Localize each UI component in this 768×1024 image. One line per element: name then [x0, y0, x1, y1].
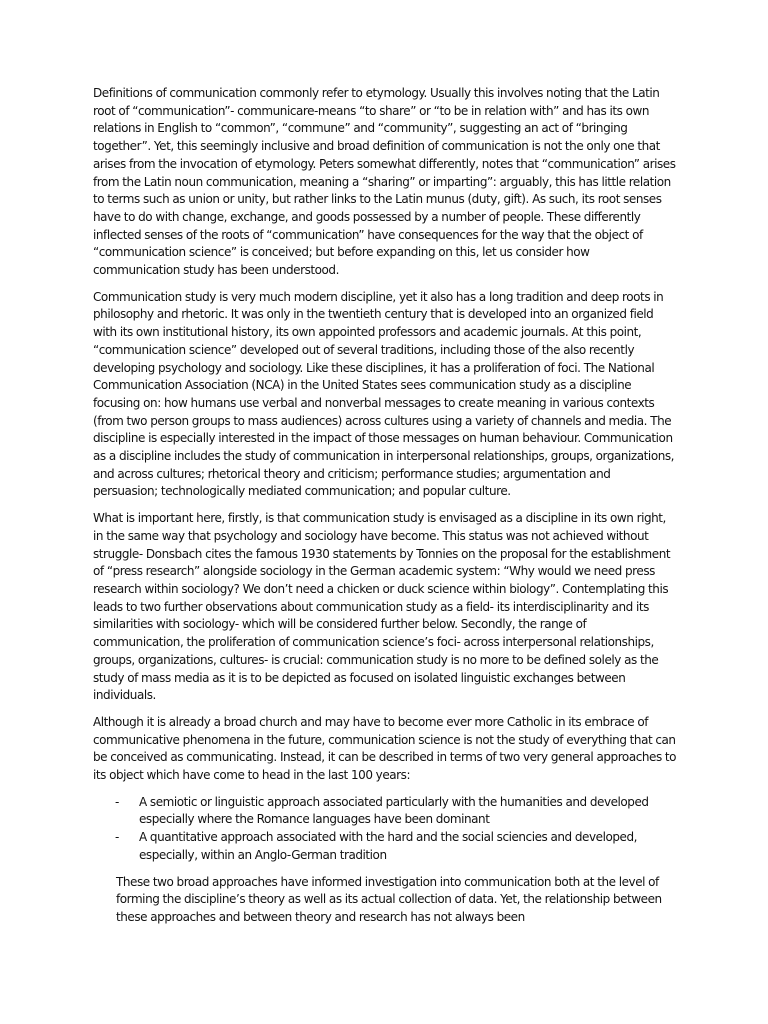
list-item: [93, 794, 678, 829]
bullet-dash: -: [115, 830, 119, 845]
paragraph-closing: These two broad approaches have informed investigation into communication both at the level of forming the discipline’s theory as well as its actual collection of data. Yet, the relationship between these approaches and between theory and research has not always been: [116, 874, 662, 924]
bullet-dash: -: [115, 794, 119, 809]
approaches-list: [93, 794, 678, 865]
document-page: [93, 85, 678, 936]
paragraph-communication-study: Communication study is very much modern discipline, yet it also has a long tradition and deep roots in philosophy and rhetoric. It was only in the twentieth century that is developed into an organized field with its own institutional history, its own appointed professors and academic journals. At this point, “communication science” developed out of several traditions, including those of the also recently developing psychology and sociology. Like these disciplines, it has a proliferation of foci. The National Communication Association (NCA) in the United States sees communication study as a discipline focusing on: how humans use verbal and nonverbal messages to create meaning in various contexts (from two person groups to mass audiences) across cultures using a variety of channels and media. The discipline is especially interested in the impact of those messages on human behaviour. Communication as a discipline includes the study of communication in interpersonal relationships, groups, organizations, and across cultures; rhetorical theory and criticism; performance studies; argumentation and persuasion; technologically mediated communication; and popular culture.: [93, 289, 675, 499]
list-item: [93, 829, 678, 864]
paragraph-discipline-status: What is important here, firstly, is that communication study is envisaged as a discipline in its own right, in the same way that psychology and sociology have become. This status was not achieved without struggle- Donsbach cites the famous 1930 statements by Tonnies on the proposal for the establishment of “press research” alongside sociology in the German academic system: “Why would we need press research within sociology? We don’t need a chicken or duck science within biology”. Contemplating this leads to two further observations about communication study as a field- its interdisciplinarity and its similarities with sociology- which will be considered further below. Secondly, the range of communication, the proliferation of communication science’s foci- across interpersonal relationships, groups, organizations, cultures- is crucial: communication study is no more to be defined solely as the study of mass media as it is to be depicted as focused on isolated linguistic exchanges between individuals.: [93, 511, 671, 703]
paragraph-two-approaches: Although it is already a broad church and may have to become ever more Catholic in its embrace of communicative phenomena in the future, communication science is not the study of everything that can be conceived as communicating. Instead, it can be described in terms of two very general approaches to its object which have come to head in the last 100 years:: [93, 714, 677, 783]
list-item-text: A quantitative approach associated with the hard and the social sciencies and developed, especially, within an Anglo-German tradition: [139, 830, 637, 862]
paragraph-etymology: Definitions of communication commonly refer to etymology. Usually this involves noting that the Latin root of “communication”- communicare-means “to share” or “to be in relation with” and has its own relations in English to “common”, “commune” and “community”, suggesting an act of “bringing together”. Yet, this seemingly inclusive and broad definition of communication is not the only one that arises from the invocation of etymology. Peters somewhat differently, notes that “communication” arises from the Latin noun communication, meaning a “sharing” or imparting”: arguably, this has little relation to terms such as union or unity, but rather links to the Latin munus (duty, gift). As such, its root senses have to do with change, exchange, and goods possessed by a number of people. These differently inflected senses of the roots of “communication” have consequences for the way that the object of “communication science” is conceived; but before expanding on this, let us consider how communication study has been understood.: [93, 86, 676, 278]
list-item-text: A semiotic or linguistic approach associated particularly with the humanities and developed especially where the Romance languages have been dominant: [139, 794, 649, 827]
